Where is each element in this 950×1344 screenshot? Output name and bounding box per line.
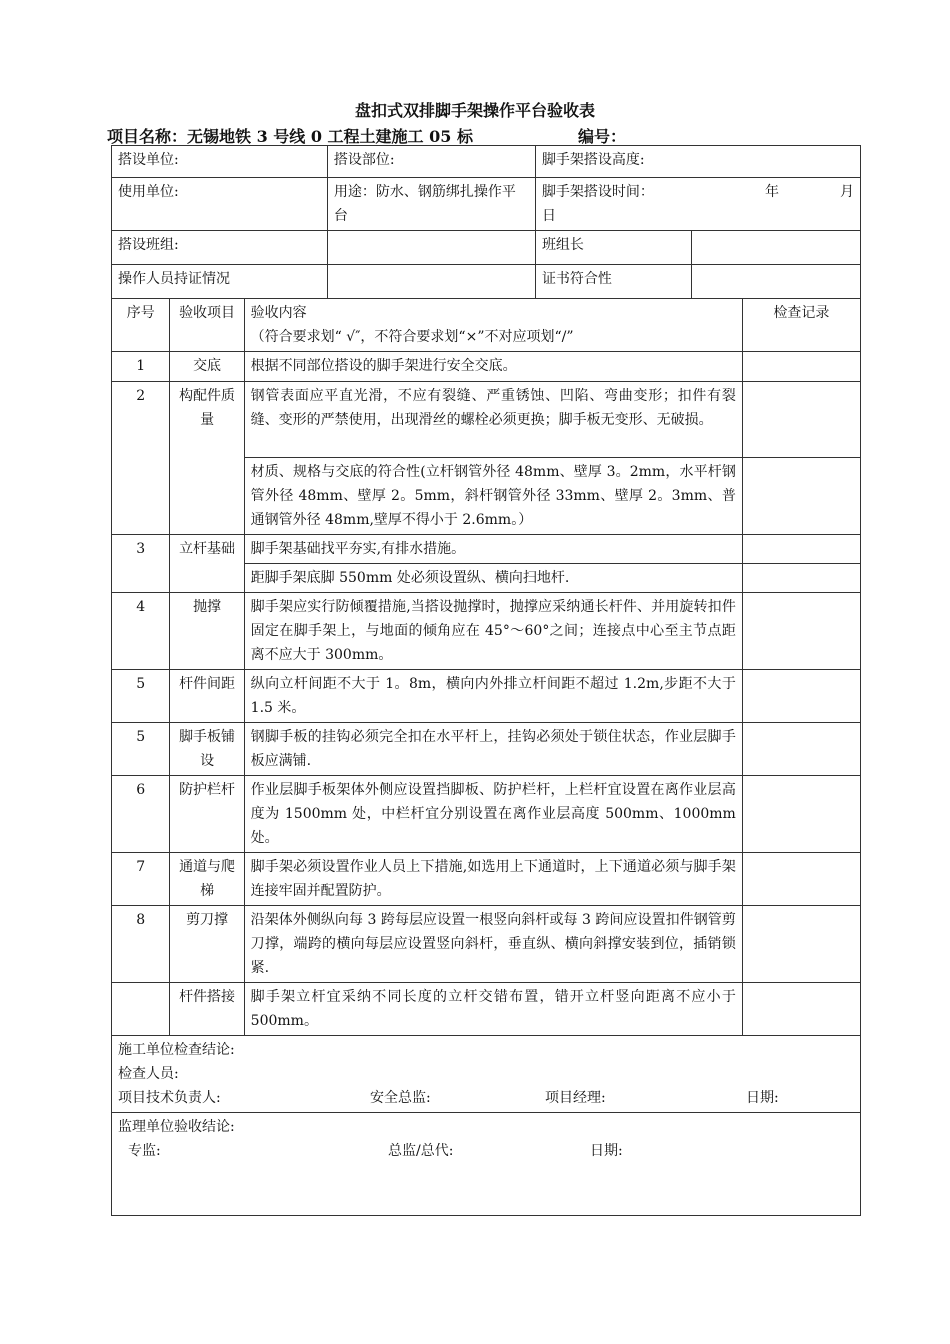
row-item: 通道与爬梯 bbox=[170, 853, 244, 906]
row-record[interactable] bbox=[742, 382, 860, 458]
row-number: 3 bbox=[112, 535, 170, 593]
table-row bbox=[112, 853, 861, 906]
row-record[interactable] bbox=[742, 906, 860, 983]
supervision-signatures bbox=[118, 1139, 854, 1163]
row-content: 脚手架必须设置作业人员上下措施,如选用上下通道时，上下通道必须与脚手架连接牢固并配置防护。 bbox=[244, 853, 742, 906]
row-item: 杆件搭接 bbox=[170, 983, 244, 1036]
row-record[interactable] bbox=[742, 564, 860, 593]
supervision-conclusion-cell[interactable] bbox=[112, 1113, 861, 1216]
header-row-4 bbox=[112, 265, 861, 299]
row-content: 纵向立杆间距不大于 1。8m，横向内外排立杆间距不超过 1.2m,步距不大于 1.5 米。 bbox=[244, 670, 742, 723]
erect-time-cell[interactable] bbox=[535, 178, 860, 231]
row-item: 剪刀撑 bbox=[170, 906, 244, 983]
day-label: 日 bbox=[541, 208, 556, 224]
crew-leader-label: 班组长 bbox=[535, 231, 691, 265]
inspector-label: 检查人员: bbox=[118, 1066, 179, 1082]
row-item: 脚手板铺设 bbox=[170, 723, 244, 776]
row-content: 根据不同部位搭设的脚手架进行安全交底。 bbox=[244, 352, 742, 382]
col-content bbox=[244, 299, 742, 352]
chief-supervisor-label: 总监/总代: bbox=[388, 1143, 454, 1159]
row-content: 钢脚手板的挂钩必须完全扣在水平杆上，挂钩必须处于锁住状态，作业层脚手板应满铺. bbox=[244, 723, 742, 776]
supervision-conclusion-row bbox=[112, 1113, 861, 1216]
header-row-3 bbox=[112, 231, 861, 265]
scaffold-height-cell[interactable]: 脚手架搭设高度: bbox=[535, 146, 860, 178]
row-number: 2 bbox=[112, 382, 170, 535]
content-note: （符合要求划“ √″，不符合要求划“×”不对应项划“/” bbox=[250, 329, 574, 345]
table-row bbox=[112, 382, 861, 458]
safety-director-label: 安全总监: bbox=[370, 1090, 431, 1106]
row-content: 钢管表面应平直光滑，不应有裂缝、严重锈蚀、凹陷、弯曲变形；扣件有裂缝、变形的严禁使用，出现滑丝的螺栓必须更换；脚手板无变形、无破损。 bbox=[244, 382, 742, 458]
crew-cell: 搭设班组: bbox=[112, 231, 328, 265]
col-item: 验收项目 bbox=[170, 299, 244, 352]
row-record[interactable] bbox=[742, 853, 860, 906]
row-content: 距脚手架底脚 550mm 处必须设置纵、横向扫地杆. bbox=[244, 564, 742, 593]
supervision-conclusion-label: 监理单位验收结论: bbox=[118, 1119, 235, 1135]
tech-lead-label: 项目技术负责人: bbox=[118, 1090, 221, 1106]
row-content: 脚手架基础找平夯实,有排水措施。 bbox=[244, 535, 742, 564]
row-number: 4 bbox=[112, 593, 170, 670]
row-item: 防护栏杆 bbox=[170, 776, 244, 853]
date-label: 日期: bbox=[590, 1143, 623, 1159]
row-record[interactable] bbox=[742, 670, 860, 723]
document-title: 盘扣式双排脚手架操作平台验收表 bbox=[354, 101, 595, 120]
erect-location-cell[interactable]: 搭设部位: bbox=[327, 146, 535, 178]
row-number: 5 bbox=[112, 670, 170, 723]
year-label: 年 bbox=[764, 184, 779, 200]
row-number: 6 bbox=[112, 776, 170, 853]
project-name: 项目名称：无锡地铁 3 号线 0 工程土建施工 05 标 bbox=[107, 127, 473, 146]
row-record[interactable] bbox=[742, 776, 860, 853]
cert-status-cell: 操作人员持证情况 bbox=[112, 265, 328, 299]
use-unit-cell[interactable]: 使用单位: bbox=[112, 178, 328, 231]
row-record[interactable] bbox=[742, 458, 860, 535]
row-content: 脚手架应实行防倾覆措施,当搭设抛撑时，抛撑应采纳通长杆件、并用旋转扣件固定在脚手架上，与地面的倾角应在 45°～60°之间；连接点中心至主节点距离不应大于 300mm。 bbox=[244, 593, 742, 670]
cert-status-value[interactable] bbox=[327, 265, 535, 299]
row-content: 沿架体外侧纵向每 3 跨每层应设置一根竖向斜杆或每 3 跨间应设置扣件钢管剪刀撑，端跨的横向每层应设置竖向斜杆，垂直纵、横向斜撑安装到位，插销锁紧. bbox=[244, 906, 742, 983]
row-content: 材质、规格与交底的符合性(立杆钢管外径 48mm、壁厚 3。2mm，水平杆钢管外径 48mm、壁厚 2。5mm，斜杆钢管外径 33mm、壁厚 2。3mm、普通钢管外径 48mm,壁厚不得小于 2.6mm。） bbox=[244, 458, 742, 535]
table-row bbox=[112, 723, 861, 776]
row-number bbox=[112, 983, 170, 1036]
construction-conclusion-label: 施工单位检查结论: bbox=[118, 1042, 235, 1058]
cert-match-value[interactable] bbox=[692, 265, 861, 299]
row-item: 构配件质量 bbox=[170, 382, 244, 535]
col-record: 检查记录 bbox=[742, 299, 860, 352]
row-item: 立杆基础 bbox=[170, 535, 244, 593]
row-record[interactable] bbox=[742, 535, 860, 564]
row-item: 交底 bbox=[170, 352, 244, 382]
col-seq: 序号 bbox=[112, 299, 170, 352]
row-record[interactable] bbox=[742, 593, 860, 670]
table-row bbox=[112, 776, 861, 853]
cert-match-label: 证书符合性 bbox=[535, 265, 691, 299]
row-record[interactable] bbox=[742, 983, 860, 1036]
row-number: 5 bbox=[112, 723, 170, 776]
row-content: 脚手架立杆宜采纳不同长度的立杆交错布置，错开立杆竖向距离不应小于 500mm。 bbox=[244, 983, 742, 1036]
specialist-label: 专监: bbox=[128, 1143, 161, 1159]
table-row bbox=[112, 535, 861, 564]
acceptance-form-table bbox=[111, 145, 861, 1216]
row-record[interactable] bbox=[742, 723, 860, 776]
construction-conclusion-row bbox=[112, 1036, 861, 1113]
row-number: 7 bbox=[112, 853, 170, 906]
row-number: 1 bbox=[112, 352, 170, 382]
table-row bbox=[112, 593, 861, 670]
table-row bbox=[112, 906, 861, 983]
row-content: 作业层脚手板架体外侧应设置挡脚板、防护栏杆，上栏杆宜设置在离作业层高度为 1500mm 处，中栏杆宜分别设置在离作业层高度 500mm、1000mm 处。 bbox=[244, 776, 742, 853]
row-item: 抛撑 bbox=[170, 593, 244, 670]
month-label: 月 bbox=[840, 184, 854, 200]
erect-time-label: 脚手架搭设时间： bbox=[541, 184, 654, 200]
content-title: 验收内容 bbox=[250, 305, 307, 321]
project-manager-label: 项目经理: bbox=[545, 1090, 606, 1106]
crew-leader-value[interactable] bbox=[692, 231, 861, 265]
date-label: 日期: bbox=[746, 1090, 779, 1106]
table-row bbox=[112, 670, 861, 723]
erect-unit-cell[interactable]: 搭设单位: bbox=[112, 146, 328, 178]
serial-number-label: 编号： bbox=[578, 127, 627, 146]
row-record[interactable] bbox=[742, 352, 860, 382]
table-row bbox=[112, 983, 861, 1036]
purpose-cell[interactable]: 用途：防水、钢筋绑扎操作平台 bbox=[327, 178, 535, 231]
column-header-row bbox=[112, 299, 861, 352]
header-row-1 bbox=[112, 146, 861, 178]
construction-signatures bbox=[118, 1086, 854, 1110]
crew-value-cell[interactable] bbox=[327, 231, 535, 265]
header-row-2 bbox=[112, 178, 861, 231]
row-number: 8 bbox=[112, 906, 170, 983]
table-row bbox=[112, 352, 861, 382]
construction-conclusion-cell[interactable] bbox=[112, 1036, 861, 1113]
row-item: 杆件间距 bbox=[170, 670, 244, 723]
